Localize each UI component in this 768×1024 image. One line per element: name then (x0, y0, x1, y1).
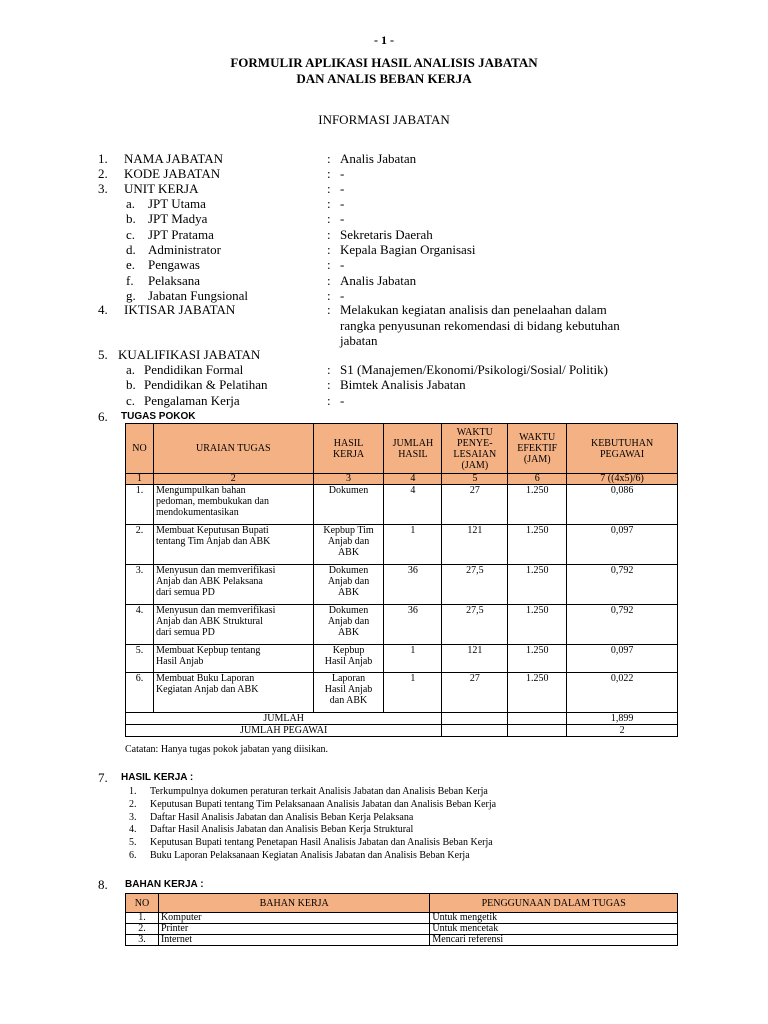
bk-row-penggunaan: Untuk mencetak (430, 924, 678, 935)
row-uraian (153, 673, 313, 713)
unit-value: - (340, 181, 345, 196)
row-efektif: 1.250 (508, 673, 567, 713)
row-jumlah: 36 (384, 605, 442, 645)
unit-item-value: - (340, 211, 345, 227)
bk-row-bahan: Komputer (158, 913, 429, 924)
bk-th-bahan: BAHAN KERJA (158, 894, 429, 913)
column-number-cell: 5 (442, 474, 508, 485)
kualifikasi-item-label: Pendidikan Formal (144, 362, 244, 377)
jumlah-empty-1 (442, 713, 508, 725)
hasil-kerja-item-text: Terkumpulnya dokumen peraturan terkait Analisis Jabatan dan Analisis Beban Kerja (150, 786, 488, 797)
hasil-kerja-item-text: Buku Laporan Pelaksanaan Kegiatan Analisis Jabatan dan Analisis Beban Kerja (150, 850, 470, 861)
line-text: mendokumentasikan (155, 507, 239, 518)
bahan-kerja-heading: BAHAN KERJA : (125, 879, 204, 890)
kualifikasi-item-value: Bimtek Analisis Jabatan (340, 377, 466, 393)
unit-item-label: Jabatan Fungsional (148, 287, 249, 303)
row-uraian (153, 485, 313, 525)
kualifikasi-item-letter: b. (126, 377, 136, 393)
row-kebutuhan: 0,086 (567, 485, 678, 525)
row-efektif: 1.250 (508, 525, 567, 565)
unit-item-label: Pelaksana (148, 272, 200, 288)
column-number-cell: 3 (313, 474, 384, 485)
kode-number: 2. (98, 166, 108, 181)
row-efektif: 1.250 (508, 605, 567, 645)
line-text: HASIL (333, 437, 364, 449)
line-text: JUMLAH (392, 437, 434, 449)
line-text: dan ABK (329, 695, 368, 706)
unit-item-value: - (340, 257, 345, 273)
row-uraian (153, 525, 313, 565)
row-waktu: 27,5 (442, 605, 508, 645)
bk-row-bahan: Internet (158, 935, 429, 946)
unit-item-colon: : (327, 287, 331, 303)
kode-value: - (340, 166, 345, 181)
unit-item-value: Sekretaris Daerah (340, 226, 433, 242)
kualifikasi-item-colon: : (327, 392, 331, 408)
kualifikasi-item-label: Pengalaman Kerja (144, 392, 240, 408)
line-text: ABK (337, 547, 360, 558)
line-text: dari semua PD (155, 587, 215, 598)
hasil-kerja-item-number: 3. (129, 811, 137, 823)
line-text: KEBUTUHAN (590, 437, 654, 449)
kualifikasi-item-colon: : (327, 362, 331, 377)
line-text: WAKTU (456, 426, 493, 438)
line-text: ABK (337, 587, 360, 598)
row-efektif: 1.250 (508, 485, 567, 525)
row-uraian (153, 645, 313, 673)
kualifikasi-item-letter: a. (126, 362, 136, 377)
row-no: 6. (126, 673, 154, 713)
row-efektif: 1.250 (508, 645, 567, 673)
form-title-line1: FORMULIR APLIKASI HASIL ANALISIS JABATAN (230, 55, 538, 70)
row-hasil (313, 565, 384, 605)
unit-item-colon: : (327, 226, 331, 242)
unit-item-label: JPT Madya (148, 211, 208, 227)
table-row (126, 605, 678, 645)
iktisar-number: 4. (98, 302, 108, 317)
unit-item-label: JPT Pratama (148, 226, 214, 242)
row-efektif: 1.250 (508, 565, 567, 605)
tugas-pokok-table (125, 423, 678, 737)
jumlah-label: JUMLAH (126, 713, 442, 725)
hasil-kerja-number: 7. (98, 770, 108, 785)
line-text: EFEKTIF (517, 443, 558, 454)
row-kebutuhan: 0,792 (567, 605, 678, 645)
kualifikasi-item-value: S1 (Manajemen/Ekonomi/Psikologi/Sosial/ Politik) (340, 362, 608, 377)
bk-row-no: 1. (126, 913, 159, 924)
hasil-kerja-item-number: 5. (129, 837, 137, 849)
tugas-heading: TUGAS POKOK (121, 411, 196, 422)
row-hasil (313, 605, 384, 645)
jumlah-pegawai-value: 2 (567, 725, 678, 737)
hasil-kerja-item-number: 1. (129, 786, 137, 797)
line-text: Dokumen (328, 605, 369, 616)
bk-th-no: NO (126, 894, 159, 913)
table-row (126, 485, 678, 525)
unit-colon: : (327, 181, 331, 196)
unit-label: UNIT KERJA (124, 181, 199, 196)
line-text: Membuat Buku Laporan (155, 673, 255, 684)
line-text: Anjab dan ABK Struktural (155, 616, 263, 627)
row-hasil (313, 673, 384, 713)
row-waktu: 27,5 (442, 565, 508, 605)
unit-number: 3. (98, 181, 108, 196)
line-text: Membuat Keputusan Bupati (155, 525, 269, 536)
line-text: ABK (337, 627, 360, 638)
row-waktu: 121 (442, 645, 508, 673)
hasil-kerja-item-text: Daftar Hasil Analisis Jabatan dan Analisis Beban Kerja Pelaksana (150, 811, 414, 823)
column-number-cell: 6 (508, 474, 567, 485)
column-number-cell: 4 (384, 474, 442, 485)
th-waktu-efektif (508, 424, 567, 474)
row-jumlah: 4 (384, 485, 442, 525)
jumlah-empty-2 (508, 713, 567, 725)
th-no: NO (126, 424, 154, 474)
th-uraian: URAIAN TUGAS (153, 424, 313, 474)
row-waktu: 121 (442, 525, 508, 565)
kode-label: KODE JABATAN (124, 166, 221, 181)
row-waktu: 27 (442, 673, 508, 713)
row-jumlah: 1 (384, 645, 442, 673)
kualifikasi-number: 5. (98, 347, 108, 362)
jumlah-value: 1,899 (567, 713, 678, 725)
row-kebutuhan: 0,792 (567, 565, 678, 605)
unit-item-label: Pengawas (148, 257, 200, 273)
tugas-body (126, 485, 678, 713)
row-no: 5. (126, 645, 154, 673)
line-text: Anjab dan (327, 616, 370, 627)
line-text: pedoman, membukukan dan (155, 496, 269, 507)
table-row (126, 673, 678, 713)
hasil-kerja-heading: HASIL KERJA : (121, 772, 194, 783)
th-waktu-penyelesaian (442, 424, 508, 474)
bk-row-bahan: Printer (158, 924, 429, 935)
line-text: Dokumen (328, 485, 369, 496)
row-jumlah: 1 (384, 525, 442, 565)
form-title-line2: DAN ANALIS BEBAN KERJA (296, 71, 472, 86)
table-row (126, 645, 678, 673)
jumlah-pegawai-empty-1 (442, 725, 508, 737)
kualifikasi-item-colon: : (327, 377, 331, 393)
th-kebutuhan (567, 424, 678, 474)
line-text: Anjab dan (327, 576, 370, 587)
line-text: Laporan (331, 673, 366, 684)
hasil-kerja-item-text: Daftar Hasil Analisis Jabatan dan Analisis Beban Kerja Struktural (150, 824, 414, 836)
bahan-kerja-number: 8. (98, 877, 108, 892)
table-row (126, 565, 678, 605)
line-text: PEGAWAI (599, 448, 645, 460)
row-hasil (313, 525, 384, 565)
row-kebutuhan: 0,097 (567, 645, 678, 673)
kualifikasi-label: KUALIFIKASI JABATAN (118, 347, 261, 362)
tugas-note: Catatan: Hanya tugas pokok jabatan yang diisikan. (125, 744, 329, 755)
kualifikasi-item-letter: c. (126, 392, 136, 408)
row-no: 1. (126, 485, 154, 525)
hasil-kerja-item-number: 4. (129, 824, 137, 836)
unit-item-value: Kepala Bagian Organisasi (340, 241, 476, 257)
hasil-kerja-item-number: 2. (129, 798, 137, 810)
nama-label: NAMA JABATAN (124, 151, 223, 166)
row-jumlah: 1 (384, 673, 442, 713)
line-text: Anjab dan (327, 536, 370, 547)
hasil-kerja-item-text: Keputusan Bupati tentang Tim Pelaksanaan Analisis Jabatan dan Analisis Beban Kerja (150, 798, 497, 810)
iktisar-line: Melakukan kegiatan analisis dan penelaahan dalam (340, 302, 607, 317)
iktisar-line: rangka penyusunan rekomendasi di bidang kebutuhan (340, 317, 620, 333)
column-number-cell: 2 (153, 474, 313, 485)
row-no: 2. (126, 525, 154, 565)
table-row (126, 913, 678, 924)
kualifikasi-item-value: - (340, 392, 345, 408)
th-hasil (313, 424, 384, 474)
unit-item-colon: : (327, 272, 331, 288)
line-text: Anjab dan ABK Pelaksana (155, 576, 263, 587)
table-row (126, 924, 678, 935)
line-text: (JAM) (461, 459, 489, 471)
nama-colon: : (327, 151, 331, 166)
bk-row-no: 3. (126, 935, 159, 946)
line-text: LESAIAN (453, 448, 497, 460)
unit-item-value: - (340, 196, 345, 211)
bk-row-no: 2. (126, 924, 159, 935)
line-text: Kepbup Tim (323, 525, 374, 536)
row-hasil (313, 485, 384, 525)
row-kebutuhan: 0,097 (567, 525, 678, 565)
column-number-row (126, 474, 678, 485)
tugas-number: 6. (98, 409, 108, 424)
unit-item-label: JPT Utama (148, 196, 206, 211)
page-number: - 1 - (374, 33, 394, 47)
unit-item-colon: : (327, 211, 331, 227)
row-waktu: 27 (442, 485, 508, 525)
line-text: PENYE- (457, 437, 493, 449)
nama-number: 1. (98, 151, 108, 166)
column-number-cell: 1 (126, 474, 154, 485)
row-hasil (313, 645, 384, 673)
line-text: Membuat Kepbup tentang (155, 645, 261, 656)
unit-item-letter: d. (126, 241, 136, 257)
line-text: dari semua PD (155, 627, 215, 638)
line-text: tentang Tim Anjab dan ABK (155, 536, 271, 547)
table-row (126, 935, 678, 946)
line-text: Hasil Anjab (324, 684, 373, 695)
kualifikasi-item-label: Pendidikan & Pelatihan (144, 377, 268, 393)
bk-row-penggunaan: Untuk mengetik (430, 913, 678, 924)
iktisar-colon: : (327, 302, 331, 317)
th-jumlah (384, 424, 442, 474)
bahan-kerja-table (125, 893, 678, 946)
unit-item-value: - (340, 287, 345, 303)
unit-item-colon: : (327, 257, 331, 273)
row-uraian (153, 565, 313, 605)
unit-item-value: Analis Jabatan (340, 272, 417, 288)
row-kebutuhan: 0,022 (567, 673, 678, 713)
unit-item-colon: : (327, 241, 331, 257)
bahan-kerja-body (126, 913, 678, 946)
table-row (126, 525, 678, 565)
line-text: HASIL (398, 448, 428, 460)
line-text: (JAM) (523, 454, 551, 465)
jumlah-pegawai-label: JUMLAH PEGAWAI (126, 725, 442, 737)
unit-item-letter: e. (126, 257, 136, 273)
line-text: WAKTU (519, 432, 556, 443)
hasil-kerja-item-number: 6. (129, 850, 137, 861)
line-text: Mengumpulkan bahan (155, 485, 246, 496)
unit-item-letter: f. (126, 272, 134, 288)
unit-item-letter: b. (126, 211, 136, 227)
unit-item-letter: a. (126, 196, 136, 211)
unit-item-letter: g. (126, 287, 136, 303)
nama-value: Analis Jabatan (340, 151, 417, 166)
hasil-kerja-item-text: Keputusan Bupati tentang Penetapan Hasil Analisis Jabatan dan Analisis Beban Kerja (150, 837, 493, 849)
line-text: KERJA (332, 448, 365, 460)
iktisar-line: jabatan (340, 333, 378, 348)
line-text: Hasil Anjab (324, 656, 373, 667)
bk-th-penggunaan: PENGGUNAAN DALAM TUGAS (430, 894, 678, 913)
row-no: 3. (126, 565, 154, 605)
line-text: Dokumen (328, 565, 369, 576)
unit-item-letter: c. (126, 226, 136, 242)
column-number-cell: 7 ((4x5)/6) (567, 474, 678, 485)
line-text: Kegiatan Anjab dan ABK (155, 684, 259, 695)
line-text: Menyusun dan memverifikasi (155, 565, 276, 576)
line-text: Kepbup (332, 645, 365, 656)
unit-item-label: Administrator (148, 241, 221, 257)
bk-row-penggunaan: Mencari referensi (430, 935, 678, 946)
iktisar-label: IKTISAR JABATAN (124, 302, 236, 317)
row-no: 4. (126, 605, 154, 645)
line-text: Menyusun dan memverifikasi (155, 605, 276, 616)
row-uraian (153, 605, 313, 645)
kode-colon: : (327, 166, 331, 181)
section-subtitle: INFORMASI JABATAN (318, 112, 450, 127)
unit-item-colon: : (327, 196, 331, 211)
row-jumlah: 36 (384, 565, 442, 605)
line-text: Hasil Anjab (155, 656, 204, 667)
jumlah-pegawai-empty-2 (508, 725, 567, 737)
